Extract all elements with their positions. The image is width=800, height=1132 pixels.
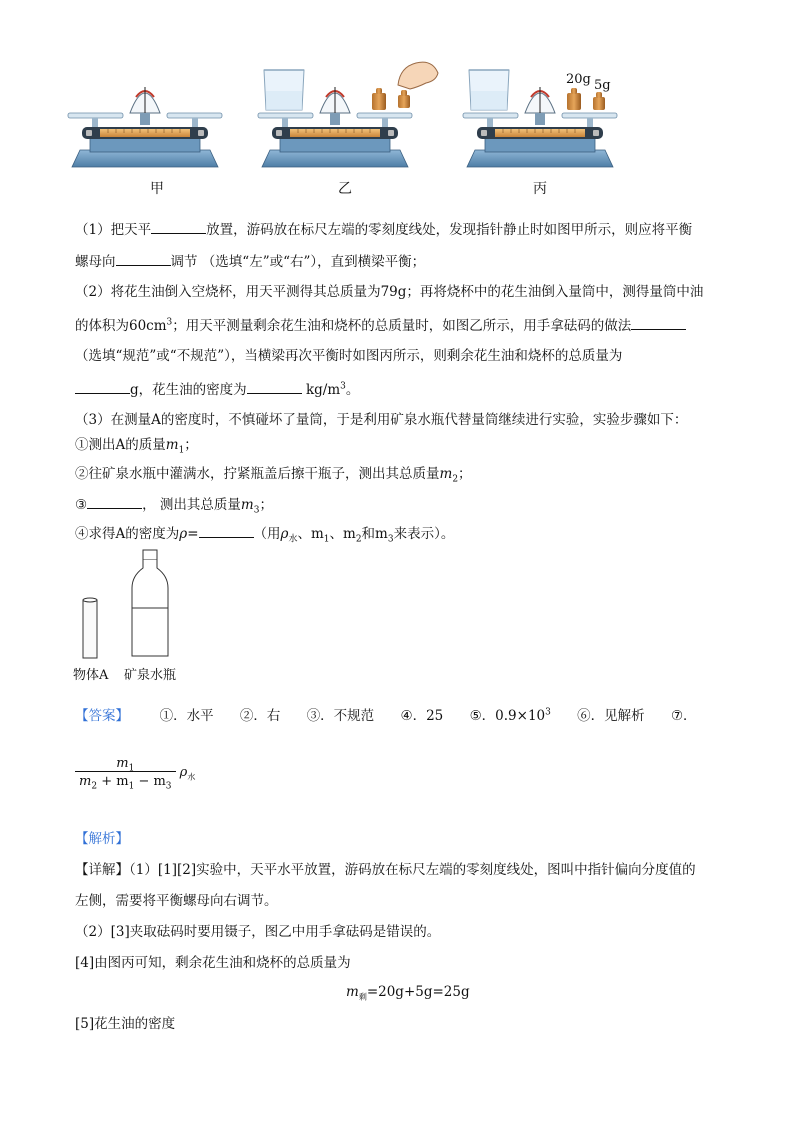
- caption-bottle: 矿泉水瓶: [124, 668, 177, 683]
- analysis-line4: [4]由图丙可知，剩余花生油和烧杯的总质量为: [75, 955, 351, 971]
- q1-line1: （1）把天平 放置，游码放在标尺左端的零刻度线处，发现指针静止时如图甲所示，则应将平衡: [75, 219, 692, 239]
- q3-line1: （3）在测量A的密度时，不慎碰坏了量筒，于是利用矿泉水瓶代替量筒继续进行实验，实验步骤如下：: [75, 412, 688, 428]
- caption-yi: 乙: [338, 181, 352, 197]
- weight-b2: [398, 95, 410, 108]
- label-20g: 20g: [566, 72, 591, 87]
- answer-line: 【答案】 ①．水平 ②．右 ③．不规范 ④．25 ⑤．$0.9\times 10^3$ ⑥．见解析 ⑦．: [75, 707, 697, 724]
- objects-figure: [70, 548, 200, 660]
- weight-c1: [567, 93, 581, 110]
- q3-step1: ①测出A的质量$m_1$；: [75, 437, 198, 456]
- label-5g: 5g: [594, 78, 611, 93]
- scale-b: [258, 62, 438, 167]
- analysis-line3: （2）[3]夹取砝码时要用镊子，图乙中用手拿砝码是错误的。: [75, 924, 441, 940]
- object-a: [83, 600, 97, 658]
- balance-figures: [60, 55, 640, 180]
- analysis-formula: $m_剩=20g+5g=25g$: [346, 984, 470, 1002]
- analysis-line1: 【详解】（1）[1][2]实验中，天平水平放置，游码放在标尺左端的零刻度线处，图叫中指针偏向分度值的: [75, 862, 696, 878]
- analysis-line2: 左侧，需要将平衡螺母向右调节。: [75, 893, 278, 909]
- q3-step4: ④求得A的密度为ρ= （用$\rho_水$、$m_1$、$m_2$和$m_3$来表示）。: [75, 523, 454, 543]
- caption-object-a: 物体A: [73, 668, 109, 683]
- caption-bing: 丙: [533, 181, 547, 197]
- analysis-line5: [5]花生油的密度: [75, 1016, 176, 1032]
- analysis-label: 【解析】: [75, 831, 129, 847]
- q2-line3: （选填“规范”或“不规范”），当横梁再次平衡时如图丙所示，则剩余花生油和烧杯的总质量为: [75, 348, 623, 364]
- caption-jia: 甲: [150, 181, 164, 197]
- scale-a: [68, 87, 222, 167]
- weight-b1: [372, 93, 386, 110]
- q1-line2: 螺母向 调节 （选填“左”或“右”），直到横梁平衡；: [75, 251, 425, 271]
- q2-line2: 的体积为$60cm^3$；用天平测量剩余花生油和烧杯的总质量时，如图乙所示，用手拿砝码的做法: [75, 315, 686, 335]
- q3-step2: ②往矿泉水瓶中灌满水，拧紧瓶盖后擦干瓶子，测出其总质量$m_2$；: [75, 466, 472, 485]
- answer-label: 【答案】: [75, 708, 129, 724]
- q2-line1: （2）将花生油倒入空烧杯，用天平测得其总质量为79g；再将烧杯中的花生油倒入量筒中，测得量筒中油: [75, 284, 704, 300]
- weight-c2: [593, 97, 605, 110]
- bottle: [132, 550, 168, 656]
- hand: [398, 62, 438, 89]
- answer-fraction: $\frac{m_1}{m_2 + m_1 - m_3}$ $\rho_水$: [75, 756, 195, 789]
- q3-step3: ③ ， 测出其总质量$m_3$；: [75, 494, 273, 514]
- q2-line4: g，花生油的密度为 $kg/m^3$。: [75, 379, 359, 399]
